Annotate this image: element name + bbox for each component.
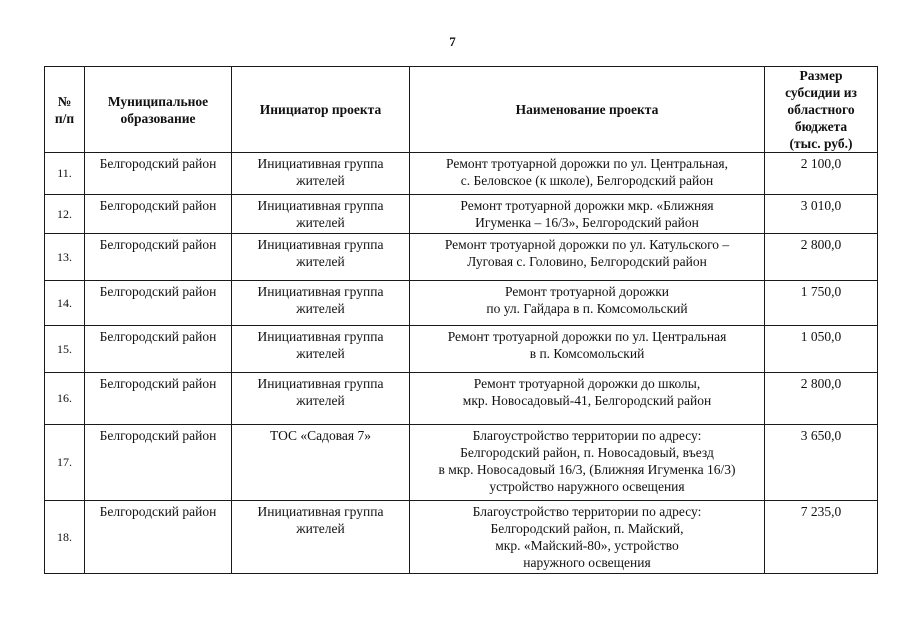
project-name-cell: Ремонт тротуарной дорожки по ул. Центральная, с. Беловское (к школе), Белгородский район [410, 153, 765, 195]
table-row [45, 501, 878, 574]
initiator-cell: Инициативная группа жителей [232, 501, 410, 574]
header-num: № п/п [45, 67, 85, 153]
subsidy-amount-cell: 1 050,0 [765, 326, 878, 373]
subsidy-amount-cell: 2 800,0 [765, 234, 878, 281]
table-row [45, 326, 878, 373]
project-name-cell: Ремонт тротуарной дорожки до школы, мкр. Новосадовый-41, Белгородский район [410, 373, 765, 425]
subsidy-amount-cell: 2 800,0 [765, 373, 878, 425]
header-project: Наименование проекта [410, 67, 765, 153]
table-row [45, 281, 878, 326]
initiator-cell: Инициативная группа жителей [232, 195, 410, 234]
table-row [45, 425, 878, 501]
table-row [45, 234, 878, 281]
header-municipality: Муниципальное образование [85, 67, 232, 153]
municipality-cell: Белгородский район [85, 153, 232, 195]
subsidy-amount-cell: 2 100,0 [765, 153, 878, 195]
table-row [45, 153, 878, 195]
project-name-cell: Ремонт тротуарной дорожки по ул. Центральная в п. Комсомольский [410, 326, 765, 373]
initiator-cell: ТОС «Садовая 7» [232, 425, 410, 501]
project-name-cell: Ремонт тротуарной дорожки по ул. Гайдара в п. Комсомольский [410, 281, 765, 326]
header-amount: Размер субсидии из областного бюджета (тыс. руб.) [765, 67, 878, 153]
row-number: 16. [45, 373, 85, 425]
municipality-cell: Белгородский район [85, 281, 232, 326]
project-name-cell: Ремонт тротуарной дорожки мкр. «Ближняя Игуменка – 16/3», Белгородский район [410, 195, 765, 234]
project-name-cell: Благоустройство территории по адресу: Белгородский район, п. Новосадовый, въезд в мкр. Новосадовый 16/3, (Ближняя Игуменка 16/3) устройство наружного освещения [410, 425, 765, 501]
table-row [45, 195, 878, 234]
municipality-cell: Белгородский район [85, 326, 232, 373]
project-name-cell: Благоустройство территории по адресу: Белгородский район, п. Майский, мкр. «Майский-80», устройство наружного освещения [410, 501, 765, 574]
initiator-cell: Инициативная группа жителей [232, 373, 410, 425]
page-number: 7 [449, 34, 456, 49]
subsidy-amount-cell: 1 750,0 [765, 281, 878, 326]
row-number: 15. [45, 326, 85, 373]
row-number: 13. [45, 234, 85, 281]
subsidy-amount-cell: 7 235,0 [765, 501, 878, 574]
row-number: 17. [45, 425, 85, 501]
row-number: 11. [45, 153, 85, 195]
subsidy-amount-cell: 3 650,0 [765, 425, 878, 501]
row-number: 12. [45, 195, 85, 234]
project-name-cell: Ремонт тротуарной дорожки по ул. Катульского – Луговая с. Головино, Белгородский район [410, 234, 765, 281]
header-initiator: Инициатор проекта [232, 67, 410, 153]
header-row [45, 67, 878, 153]
row-number: 14. [45, 281, 85, 326]
municipality-cell: Белгородский район [85, 373, 232, 425]
municipality-cell: Белгородский район [85, 234, 232, 281]
initiator-cell: Инициативная группа жителей [232, 326, 410, 373]
subsidy-table [44, 66, 878, 574]
table-row [45, 373, 878, 425]
initiator-cell: Инициативная группа жителей [232, 153, 410, 195]
municipality-cell: Белгородский район [85, 501, 232, 574]
initiator-cell: Инициативная группа жителей [232, 281, 410, 326]
subsidy-amount-cell: 3 010,0 [765, 195, 878, 234]
municipality-cell: Белгородский район [85, 425, 232, 501]
municipality-cell: Белгородский район [85, 195, 232, 234]
row-number: 18. [45, 501, 85, 574]
initiator-cell: Инициативная группа жителей [232, 234, 410, 281]
